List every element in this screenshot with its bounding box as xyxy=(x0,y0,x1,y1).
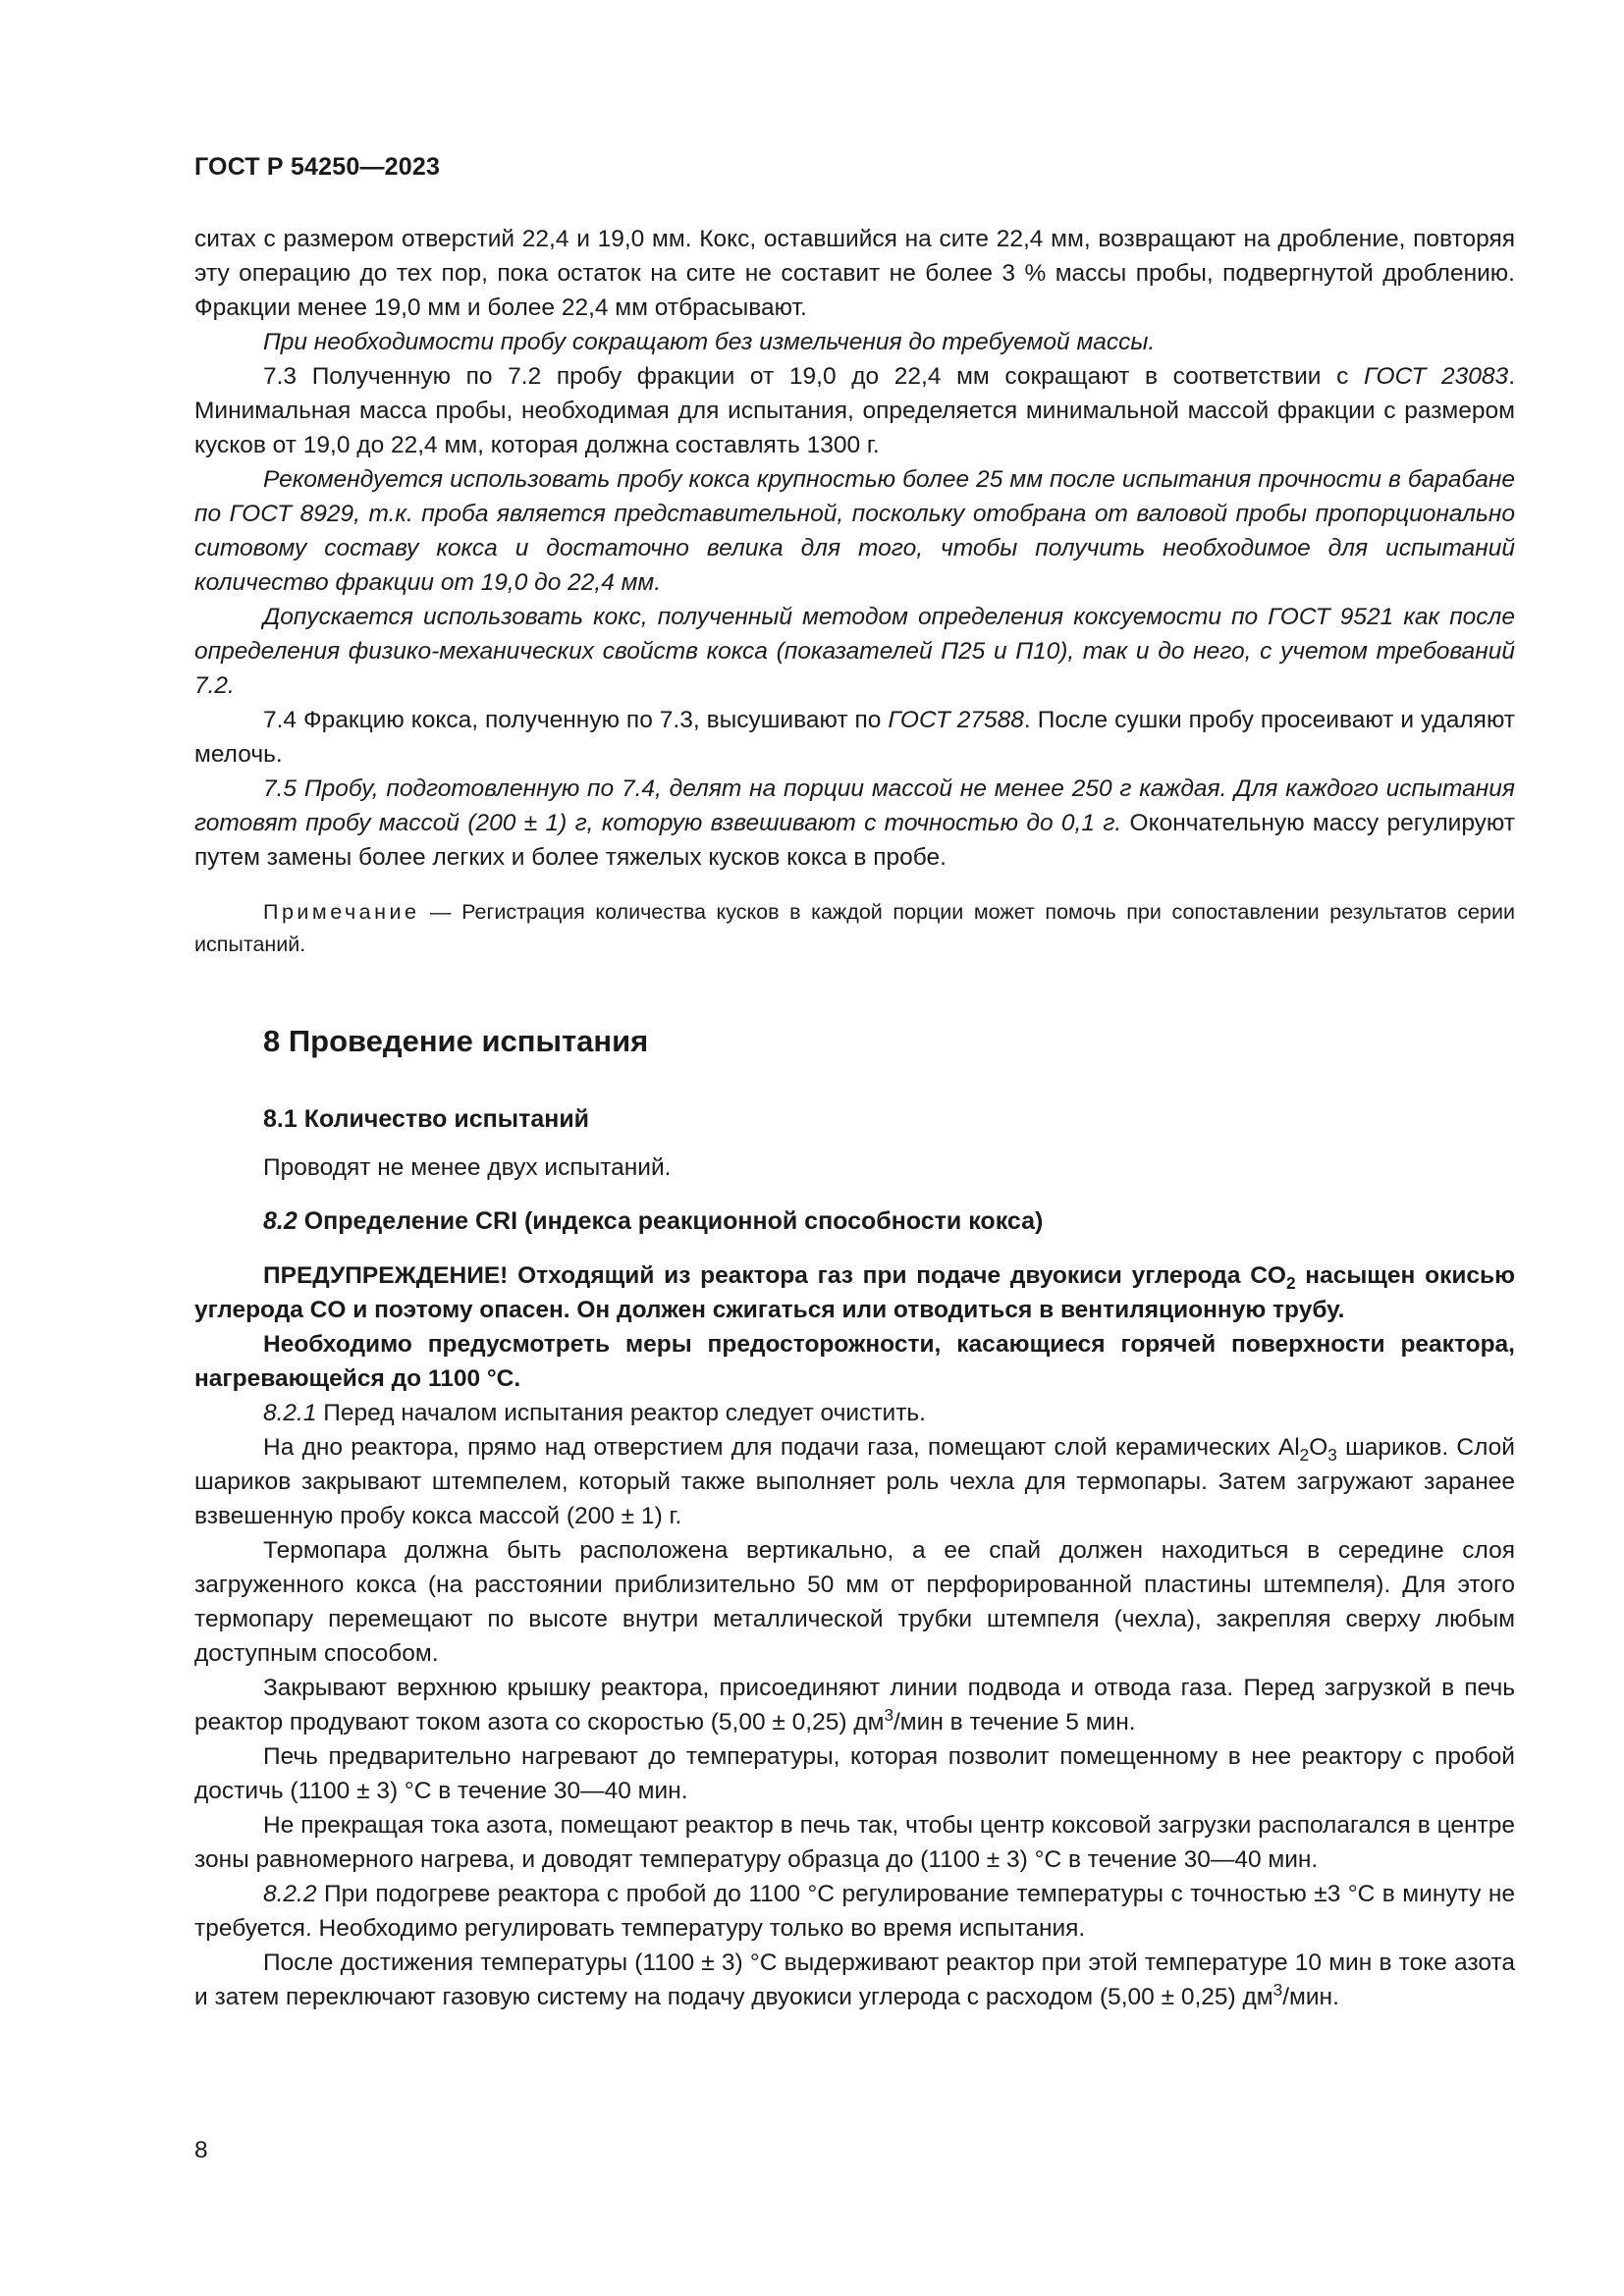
subscript-al2: 2 xyxy=(1299,1444,1310,1465)
paragraph-recommendation: Рекомендуется использовать пробу кокса крупностью более 25 мм после испытания прочности в барабане по ГОСТ 8929, т.к. проба является представительной, поскольку отобрана от валовой пробы пропорционально ситовому составу кокса и достаточно велика для того, чтобы получить необходимое для испытаний количество фракции от 19,0 до 22,4 мм. xyxy=(194,466,1515,596)
clause-8-2-2-text: При подогреве реактора с пробой до 1100 °С регулирование температуры с точностью ±3 °С в минуту не требуется. Необходимо регулировать температуру только во время испытания. xyxy=(194,1881,1515,1942)
note-label: Примечание xyxy=(263,900,420,924)
reactor-bottom-text-b: шариков. Слой шариков закрывают штемпелем, который также выполняет роль чехла для термопары. Затем загружают заранее взвешенную пробу кокса массой (200 ± 1) г. xyxy=(194,1434,1515,1529)
text-7-4-b: . После сушки пробу просеивают и удаляют мелочь. xyxy=(194,707,1515,768)
warning-paragraph xyxy=(194,1258,1515,1327)
text-7-5-italic: 7.5 Пробу, подготовленную по 7.4, делят на порции массой не менее 250 г каждая. Для каждого испытания готовят пробу массой (200 ± 1) г, которую взвешивают с точностью до 0,1 г. xyxy=(194,775,1515,836)
paragraph-7-5 xyxy=(194,772,1515,875)
clause-8-2-1-text: Перед началом испытания реактор следует очистить. xyxy=(316,1400,926,1426)
lid-superscript: 3 xyxy=(884,1704,893,1725)
after-temperature-text-b: /мин. xyxy=(1282,1984,1339,2010)
paragraph-7-3 xyxy=(194,359,1515,462)
section-8-heading: 8 Проведение испытания xyxy=(263,1024,649,1058)
paragraph-reactor-bottom xyxy=(194,1430,1515,1533)
paragraph-8-2-2 xyxy=(194,1877,1515,1946)
standard-ref-23083: ГОСТ 23083 xyxy=(1364,363,1509,390)
paragraph-after-temperature xyxy=(194,1946,1515,2014)
text-7-3-a: 7.3 Полученную по 7.2 пробу фракции от 19,0 до 22,4 мм сокращают в соответствии с xyxy=(263,363,1364,390)
paragraph-8-1: Проводят не менее двух испытаний. xyxy=(263,1154,672,1181)
clause-8-2-2-number: 8.2.2 xyxy=(263,1881,317,1907)
paragraph-8-2-1 xyxy=(194,1396,1515,1430)
text-7-5-normal: Окончательную массу регулируют путем замены более легких и более тяжелых кусков кокса в пробе. xyxy=(194,810,1515,871)
lid-text-a: Закрывают верхнюю крышку реактора, присоединяют линии подвода и отвода газа. Перед загрузкой в печь реактор продувают током азота со скоростью (5,00 ± 0,25) дм xyxy=(194,1675,1515,1735)
subsection-8-2-heading xyxy=(263,1204,1515,1239)
paragraph-continuation: ситах с размером отверстий 22,4 и 19,0 мм. Кокс, оставшийся на сите 22,4 мм, возвращают на дробление, повторяя эту операцию до тех пор, пока остаток на сите не составит не более 3 % массы пробы, подвергнутой дроблению. Фракции менее 19,0 мм и более 22,4 мм отбрасывают. xyxy=(194,226,1515,321)
reactor-bottom-text-a: На дно реактора, прямо над отверстием для подачи газа, помещают слой керамических Al xyxy=(263,1434,1300,1461)
document-body xyxy=(194,222,1515,2014)
subsection-8-2-number: 8.2 xyxy=(263,1207,298,1235)
lid-text-b: /мин в течение 5 мин. xyxy=(893,1709,1136,1735)
subsection-8-2-title: Определение CRI (индекса реакционной способности кокса) xyxy=(297,1207,1044,1235)
warning-subscript: 2 xyxy=(1285,1272,1296,1293)
paragraph-nitrogen: Не прекращая тока азота, помещают реактор в печь так, чтобы центр коксовой загрузки располагался в центре зоны равномерного нагрева, и доводят температуру образца до (1100 ± 3) °С в течение 30—40 мин. xyxy=(194,1812,1515,1873)
paragraph-italic-reduction: При необходимости пробу сокращают без измельчения до требуемой массы. xyxy=(263,329,1156,355)
note-text: — Регистрация количества кусков в каждой порции может помочь при сопоставлении результатов серии испытаний. xyxy=(194,900,1515,956)
subscript-o3: 3 xyxy=(1327,1444,1337,1465)
paragraph-furnace: Печь предварительно нагревают до температуры, которая позволит помещенному в нее реактору с пробой достичь (1100 ± 3) °С в течение 30—40 мин. xyxy=(194,1743,1515,1804)
text-7-3-b: . Минимальная масса пробы, необходимая для испытания, определяется минимальной массой фракции с размером кусков от 19,0 до 22,4 мм, которая должна составлять 1300 г. xyxy=(194,363,1515,458)
subsection-8-1-heading: 8.1 Количество испытаний xyxy=(263,1105,590,1133)
warning-text-a: ПРЕДУПРЕЖДЕНИЕ! Отходящий из реактора газ при подаче двуокиси углерода CO xyxy=(263,1262,1286,1289)
document-header: ГОСТ Р 54250—2023 xyxy=(194,153,441,181)
text-7-4-a: 7.4 Фракцию кокса, полученную по 7.3, высушивают по xyxy=(263,707,889,733)
precaution-paragraph: Необходимо предусмотреть меры предосторожности, касающиеся горячей поверхности реактора, нагревающейся до 1100 °С. xyxy=(194,1331,1515,1392)
after-temperature-text-a: После достижения температуры (1100 ± 3) °С выдерживают реактор при этой температуре 10 мин в токе азота и затем переключают газовую систему на подачу двуокиси углерода с расходом (5,00 ± 0,25) дм xyxy=(194,1949,1515,2010)
standard-ref-27588: ГОСТ 27588 xyxy=(888,707,1024,733)
page-number: 8 xyxy=(194,2137,208,2163)
note xyxy=(194,896,1515,961)
after-temperature-superscript: 3 xyxy=(1272,1979,1283,2000)
paragraph-thermocouple: Термопара должна быть расположена вертикально, а ее спай должен находиться в середине слоя загруженного кокса (на расстоянии приблизительно 50 мм от перфорированной пластины штемпеля). Для этого термопару перемещают по высоте внутри металлической трубки штемпеля (чехла), закрепляя сверху любым доступным способом. xyxy=(194,1537,1515,1667)
paragraph-allowed: Допускается использовать кокс, полученный методом определения коксуемости по ГОСТ 9521 как после определения физико-механических свойств кокса (показателей П25 и П10), так и до него, с учетом требований 7.2. xyxy=(194,604,1515,699)
paragraph-lid xyxy=(194,1671,1515,1739)
paragraph-7-4 xyxy=(194,703,1515,772)
warning-text-b: насыщен окисью углерода CO и поэтому опасен. Он должен сжигаться или отводиться в вентиляционную трубу. xyxy=(194,1262,1515,1323)
clause-8-2-1-number: 8.2.1 xyxy=(263,1400,317,1426)
oxygen-symbol: O xyxy=(1309,1434,1328,1461)
